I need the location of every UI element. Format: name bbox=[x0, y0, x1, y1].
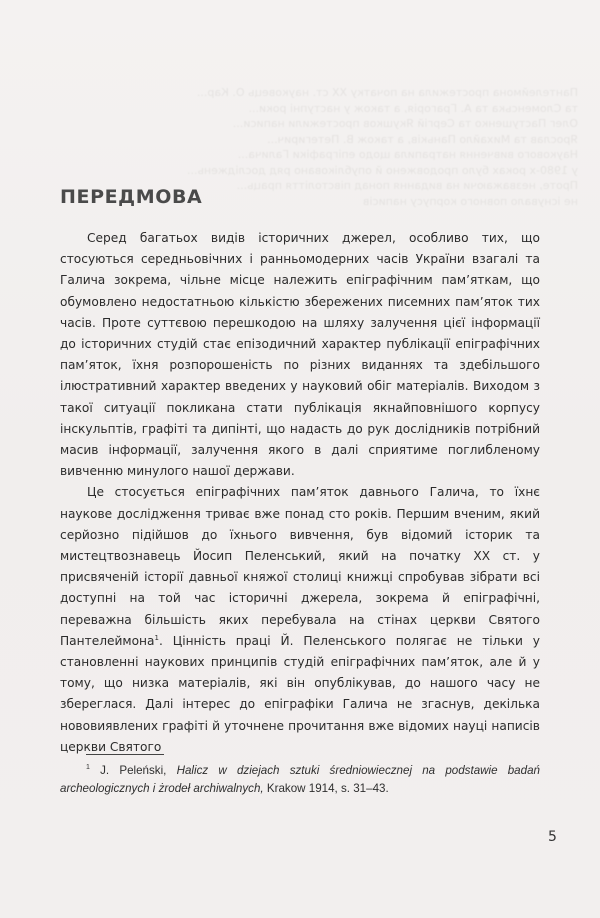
paragraph-1 bbox=[60, 228, 540, 482]
footnote-divider bbox=[86, 754, 164, 755]
footnote bbox=[60, 762, 540, 798]
body-text bbox=[60, 228, 540, 758]
bleed-line: Олег Пастушенко та Сергій Якушков простежили написи... bbox=[232, 117, 578, 130]
bleed-line: не існувало повного корпусу написів bbox=[362, 194, 578, 208]
paragraph-2 bbox=[60, 482, 540, 758]
chapter-heading: ПЕРЕДМОВА bbox=[60, 186, 203, 208]
bleed-line: у 1980-х роках було продовжено й опубліковано ряд досліджень... bbox=[186, 163, 578, 177]
footnote-publication: Krakow 1914, s. 31–43. bbox=[266, 782, 389, 795]
footnote-marker: 1 bbox=[86, 764, 90, 772]
bleed-line: Проте, незважаючи на видання понад півстоліття праць... bbox=[236, 179, 578, 192]
paragraph-2-text-before-ref: Це стосується епіграфічних пам’яток давнього Галича, то їхнє наукове дослідження триває вже понад сто років. Першим вченим, який серйозно підійшов до їхнього вивчення, був відомий історик та мистецтвознавець Йосип Пеленський, який на початку XX ст. у присвяченій історії давньої княжої столиці книжці спробував зібрати всі доступні на той час історичні джерела, зокрема й епіграфічні, переважна більшість яких перебувала на стінах церкви Святого Пантелеймона bbox=[60, 485, 540, 648]
page-number: 5 bbox=[548, 829, 557, 845]
footnote-author: J. Peleński, bbox=[100, 764, 167, 777]
footnote-reference[interactable]: 1 bbox=[154, 633, 159, 642]
footnote-title: Halicz w dziejach sztuki średniowiecznej na podstawie badań archeologicznych i żrodeł archiwalnych, bbox=[60, 764, 540, 795]
bleed-line: Пантелеймона простежила на початку ХХ ст. науковець О. Кар... bbox=[196, 86, 578, 99]
paragraph-2-text-after-ref: . Цінність праці Й. Пеленського полягає не тільки у становленні наукових принципів студій епіграфічних пам’яток, але й у тому, що низка матеріалів, які він опублікував, до нашого часу не збереглася. Далі інтерес до епіграфіки Галича не згаснув, декілька нововиявлених графіті й уточнене прочитання вже відомих науці написів церкви Святого bbox=[60, 633, 540, 754]
bleed-line: Ярослав та Михайло Паньків, а також В. Петегирич... bbox=[267, 132, 578, 146]
paragraph-1-text: Серед багатьох видів історичних джерел, особливо тих, що стосуються середньовічних і ранньомодерних часів України взагалі та Галича зокрема, чільне місце належить епіграфічним пам’яткам, що обумовлено недостатньою кількістю збережених писемних пам’яток тих часів. Проте суттєвою перешкодою на шляху залучення цієї інформації до історичних студій стає епізодичний характер публікації епіграфічних пам’яток, їхня розпорошеність по різних виданнях та здебільшого ілюстративний характер введених у науковий обіг матеріалів. Виходом з такої ситуації покликана стати публікація якнайповнішого корпусу інскульптів, графіті та дипінті, що надасть до рук дослідників потрібний масив інформації, залучення якого в далі сприятиме поглибленому вивченню минулого нашої держави. bbox=[60, 231, 540, 479]
bleed-line: та Сломенська та А. Грагорія, а також у наступні роки... bbox=[248, 101, 578, 115]
bleed-line: Наукового вивчення натрапила щодо епіграфіки Галича... bbox=[237, 148, 578, 161]
